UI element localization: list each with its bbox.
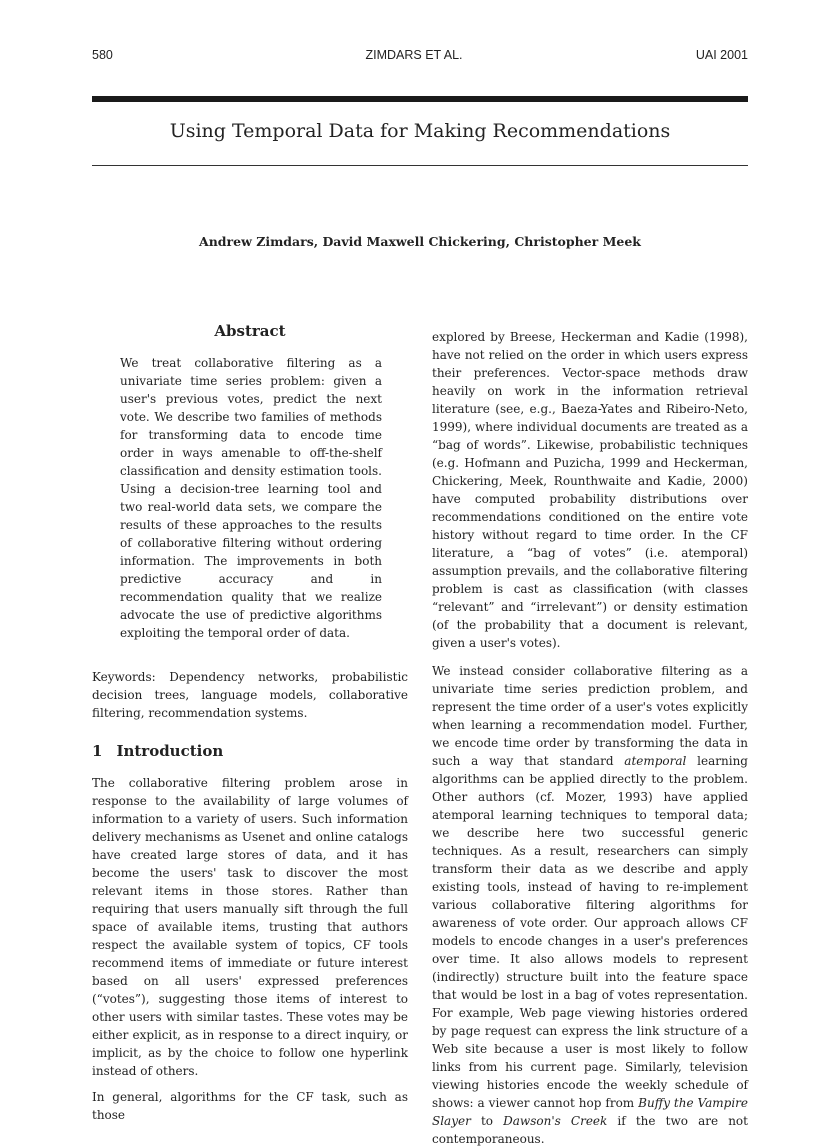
venue-label: UAI 2001: [695, 48, 748, 62]
section-heading-introduction: [92, 742, 408, 760]
emphasis-show-title: Dawson's Creek: [503, 1114, 608, 1128]
text-run: We instead consider collaborative filtering as a univariate time series prediction problem, and represent the time order of a user's votes explicitly when learning a recommendation model. Further, we encode time order by transforming the data in such a way that standard: [432, 664, 748, 768]
intro-paragraph-1: The collaborative filtering problem arose in response to the availability of large volumes of information to a variety of users. Such information delivery mechanisms as Usenet and online catalogs have created large stores of data, and it has become the users' task to discover the most relevant items in those stores. Rather than requiring that users manually sift through the full space of available items, trusting that authors respect the available system of topics, CF tools recommend items of immediate or future interest based on all users' expressed preferences (“votes”), suggesting those items of interest to other users with similar tastes. These votes may be either explicit, as in response to a direct inquiry, or implicit, as by the choice to follow one hyperlink instead of others.: [92, 776, 408, 1078]
emphasis-show-title: Buffy the Vampire Slayer: [432, 1096, 748, 1128]
text-run: to: [470, 1114, 504, 1128]
right-paragraph-2: [432, 662, 748, 1148]
left-column: [92, 322, 408, 1124]
paper-title: Using Temporal Data for Making Recommendations: [169, 120, 671, 142]
running-title: ZIMDARS ET AL.: [365, 48, 463, 62]
text-run: if the two are not contemporaneous.: [432, 1114, 748, 1146]
text-run: learning algorithms can be applied directly to the problem. Other authors (cf. Mozer, 1993) have applied atemporal learning techniques to temporal data; we describe here two successful generic techniques. As a result, researchers can simply transform their data as we describe and apply existing tools, instead of having to re-implement various collaborative filtering algorithms for awareness of vote order. Our approach allows CF models to encode changes in a user's preferences over time. It also allows models to represent (indirectly) structure built into the feature space that would be lost in a bag of votes representation. For example, Web page viewing histories ordered by page request can express the link structure of a Web site because a user is most likely to follow links from his current page. Similarly, television viewing histories encode the weekly schedule of shows: a viewer cannot hop from: [432, 754, 748, 1110]
right-column: [432, 328, 748, 1148]
emphasis-atemporal: atemporal: [624, 754, 687, 768]
title-bottom-rule: [92, 165, 748, 166]
author-list: Andrew Zimdars, David Maxwell Chickering, Christopher Meek: [199, 234, 641, 249]
title-top-rule: [92, 96, 748, 102]
abstract-text: We treat collaborative filtering as a univariate time series problem: given a user's previous votes, predict the next vote. We describe two families of methods for transforming data to encode time order in ways amenable to off-the-shelf classification and density estimation tools. Using a decision-tree learning tool and two real-world data sets, we compare the results of these approaches to the results of collaborative filtering without ordering information. The improvements in both predictive accuracy and in recommendation quality that we realize advocate the use of predictive algorithms exploiting the temporal order of data.: [120, 356, 382, 640]
page-number: 580: [92, 48, 113, 62]
keywords: Keywords: Dependency networks, probabilistic decision trees, language models, collaborative filtering, recommendation systems.: [92, 670, 408, 720]
section-number: 1: [92, 742, 103, 760]
intro-paragraph-2: In general, algorithms for the CF task, such as those: [92, 1090, 408, 1122]
abstract-heading: Abstract: [214, 322, 286, 340]
right-paragraph-1: explored by Breese, Heckerman and Kadie (1998), have not relied on the order in which users express their preferences. Vector-space methods draw heavily on work in the information retrieval literature (see, e.g., Baeza-Yates and Ribeiro-Neto, 1999), where individual documents are treated as a “bag of words”. Likewise, probabilistic techniques (e.g. Hofmann and Puzicha, 1999 and Heckerman, Chickering, Meek, Rounthwaite and Kadie, 2000) have computed probability distributions over recommendations conditioned on the entire vote history without regard to time order. In the CF literature, a “bag of votes” (i.e. atemporal) assumption prevails, and the collaborative filtering problem is cast as classification (with classes “relevant” and “irrelevant”) or density estimation (of the probability that a document is relevant, given a user's votes).: [432, 330, 748, 650]
section-title: Introduction: [116, 742, 224, 760]
